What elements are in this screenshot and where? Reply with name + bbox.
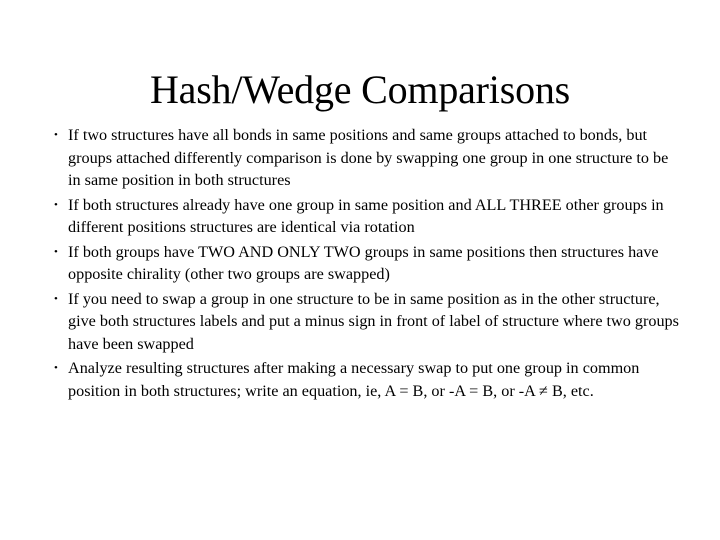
bullet-item: [48, 194, 680, 239]
bullet-dot-icon: •: [54, 245, 58, 258]
bullet-text: If both groups have TWO AND ONLY TWO groups in same positions then structures have opposite chirality (other two groups are swapped): [68, 242, 659, 283]
bullet-dot-icon: •: [54, 362, 58, 374]
bullet-dot-icon: •: [54, 129, 58, 141]
bullet-text: Analyze resulting structures after making a necessary swap to put one group in common position in both structures; write an equation, ie, A = B, or -A = B, or -A ≠ B, etc.: [68, 359, 640, 400]
bullet-text: If both structures already have one group in same position and ALL THREE other groups in different positions structures are identical via rotation: [68, 195, 664, 236]
bullet-item: [48, 241, 680, 286]
bullet-item: [48, 357, 680, 402]
slide-title: Hash/Wedge Comparisons: [149, 67, 571, 112]
bullet-dot-icon: •: [54, 198, 58, 211]
bullet-list: [48, 124, 680, 404]
bullet-text: If two structures have all bonds in same positions and same groups attached to bonds, but groups attached differently comparison is done by swapping one group in one structure to be in same position in both structures: [68, 126, 669, 189]
bullet-item: [48, 124, 680, 192]
bullet-item: [48, 288, 680, 356]
bullet-dot-icon: •: [54, 292, 58, 305]
bullet-text: If you need to swap a group in one structure to be in same position as in the other structure, give both structures labels and put a minus sign in front of label of structure where two groups have been swapped: [68, 289, 679, 353]
